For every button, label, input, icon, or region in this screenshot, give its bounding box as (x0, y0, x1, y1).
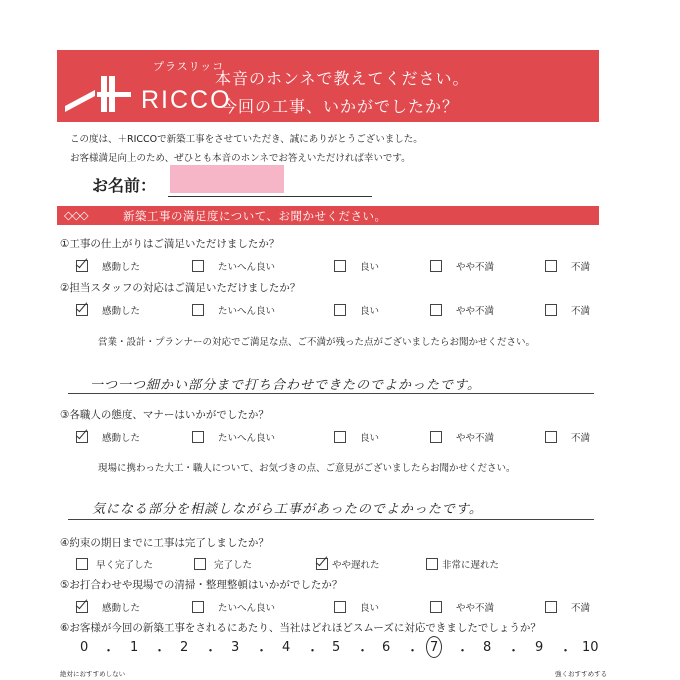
scale-7[interactable]: 7 (430, 640, 439, 655)
scale-dot: ・ (456, 644, 470, 659)
q2-option-4[interactable] (430, 303, 494, 317)
q4-option-3[interactable] (316, 557, 380, 571)
q3-option-1[interactable] (76, 430, 140, 444)
checkbox-icon[interactable] (545, 260, 557, 272)
checkbox-icon[interactable] (76, 260, 88, 272)
option-label: 不満 (571, 262, 591, 273)
option-label: 良い (360, 433, 380, 444)
header-line-1: 本音のホンネで教えてください。 (215, 69, 470, 88)
checkbox-icon[interactable] (192, 431, 204, 443)
name-redaction (170, 165, 284, 193)
option-label: 不満 (571, 433, 591, 444)
q2-handwritten-answer[interactable]: 一つ一つ細かい部分まで打ち合わせできたのでよかったです。 (90, 378, 481, 393)
checkbox-icon[interactable] (76, 304, 88, 316)
option-label: やや不満 (456, 306, 495, 317)
brand-kana: プラスリッコ (153, 60, 225, 73)
checkbox-icon[interactable] (430, 304, 442, 316)
q1-option-2[interactable] (192, 259, 275, 273)
checkbox-icon[interactable] (76, 558, 88, 570)
question-6: ⑥お客様が今回の新築工事をされるにあたり、当社はどれほどスムーズに対応できましたでしょうか？ (60, 622, 541, 634)
option-label: やや遅れた (332, 560, 380, 571)
checkbox-icon[interactable] (76, 431, 88, 443)
question-1: ①工事の仕上がりはご満足いただけましたか？ (60, 238, 280, 250)
intro-line-2: お客様満足向上のため、ぜひとも本音のホンネでお答えいただければ幸いです。 (70, 153, 411, 164)
checkbox-icon[interactable] (426, 558, 438, 570)
question-4: ④約束の期日までに工事は完了しましたか？ (60, 537, 269, 549)
selected-circle-icon (426, 636, 442, 658)
checkbox-icon[interactable] (192, 260, 204, 272)
scale-dot: ・ (356, 644, 370, 659)
checkbox-icon[interactable] (192, 601, 204, 613)
question-3: ③各職人の態度、マナーはいかがでしたか？ (60, 409, 269, 421)
question-2: ②担当スタッフの対応はご満足いただけましたか？ (60, 282, 301, 294)
q5-option-4[interactable] (430, 600, 494, 614)
option-label: 感動した (102, 603, 141, 614)
option-label: 不満 (571, 603, 591, 614)
option-label: やや不満 (456, 262, 495, 273)
option-label: やや不満 (456, 603, 495, 614)
option-label: 良い (360, 603, 380, 614)
option-label: 感動した (102, 306, 141, 317)
checkbox-icon[interactable] (334, 260, 346, 272)
scale-9[interactable]: 9 (535, 640, 544, 655)
q5-option-5[interactable] (545, 600, 590, 614)
q1-option-3[interactable] (334, 259, 379, 273)
scale-dot: ・ (204, 644, 218, 659)
q4-option-1[interactable] (76, 557, 153, 571)
q1-option-1[interactable] (76, 259, 140, 273)
q2-option-1[interactable] (76, 303, 140, 317)
checkbox-icon[interactable] (316, 558, 328, 570)
scale-4[interactable]: 4 (282, 640, 291, 655)
checkbox-icon[interactable] (334, 431, 346, 443)
question-5: ⑤お打合わせや現場での清掃・整理整頓はいかがでしたか？ (60, 579, 343, 591)
q2-answer-line (68, 393, 594, 394)
checkbox-icon[interactable] (545, 304, 557, 316)
checkbox-icon[interactable] (334, 304, 346, 316)
header-line-2: 今回の工事、いかがでしたか？ (221, 97, 460, 116)
q2-prompt: 営業・設計・プランナーの対応でご満足な点、ご不満が残った点がございましたらお聞かせください。 (98, 337, 536, 348)
option-label: たいへん良い (218, 306, 276, 317)
option-label: 感動した (102, 262, 141, 273)
option-label: 感動した (102, 433, 141, 444)
checkbox-icon[interactable] (430, 601, 442, 613)
q1-option-5[interactable] (545, 259, 590, 273)
scale-high-label: 強くおすすめする (555, 670, 608, 678)
q5-option-1[interactable] (76, 600, 140, 614)
scale-6[interactable]: 6 (382, 640, 391, 655)
option-label: 良い (360, 306, 380, 317)
checkbox-icon[interactable] (334, 601, 346, 613)
q2-option-2[interactable] (192, 303, 275, 317)
scale-3[interactable]: 3 (231, 640, 240, 655)
q5-option-3[interactable] (334, 600, 379, 614)
name-field-line[interactable] (168, 196, 372, 197)
scale-0[interactable]: 0 (80, 640, 89, 655)
q4-option-4[interactable] (426, 557, 499, 571)
scale-dot: ・ (255, 644, 269, 659)
section-bar (57, 206, 599, 225)
q3-option-2[interactable] (192, 430, 275, 444)
checkbox-icon[interactable] (545, 601, 557, 613)
checkbox-icon[interactable] (76, 601, 88, 613)
scale-5[interactable]: 5 (332, 640, 341, 655)
checkbox-icon[interactable] (545, 431, 557, 443)
scale-dot: ・ (306, 644, 320, 659)
scale-8[interactable]: 8 (483, 640, 492, 655)
scale-dot: ・ (153, 644, 167, 659)
intro-line-1: この度は、＋RICCOで新築工事をさせていただき、誠にありがとうございました。 (70, 134, 423, 145)
option-label: 不満 (571, 306, 591, 317)
scale-dot: ・ (102, 644, 116, 659)
q4-option-2[interactable] (194, 557, 252, 571)
option-label: たいへん良い (218, 262, 276, 273)
option-label: 良い (360, 262, 380, 273)
checkbox-icon[interactable] (192, 304, 204, 316)
option-label: たいへん良い (218, 433, 276, 444)
q3-handwritten-answer[interactable]: 気になる部分を相談しながら工事があったのでよかったです。 (92, 502, 483, 517)
section-bar-mark: ◇◇◇ (64, 208, 88, 222)
q3-prompt: 現場に携わった大工・職人について、お気づきの点、ご意見がございましたらお聞かせください。 (98, 463, 516, 474)
scale-1[interactable]: 1 (130, 640, 139, 655)
q3-option-5[interactable] (545, 430, 590, 444)
q2-option-3[interactable] (334, 303, 379, 317)
header-banner (57, 50, 599, 122)
q5-option-2[interactable] (192, 600, 275, 614)
q3-option-3[interactable] (334, 430, 379, 444)
option-label: 非常に遅れた (442, 560, 500, 571)
option-label: 早く完了した (96, 560, 154, 571)
scale-low-label: 絶対におすすめしない (60, 670, 126, 678)
checkbox-icon[interactable] (430, 431, 442, 443)
ricco-logo-icon (65, 76, 131, 112)
q2-option-5[interactable] (545, 303, 590, 317)
option-label: やや不満 (456, 433, 495, 444)
section-bar-title: 新築工事の満足度について、お聞かせください。 (123, 209, 387, 223)
scale-dot: ・ (507, 644, 521, 659)
q3-answer-line (68, 519, 594, 520)
brand-name: RICCO (141, 86, 232, 114)
option-label: たいへん良い (218, 603, 276, 614)
q3-option-4[interactable] (430, 430, 494, 444)
checkbox-icon[interactable] (430, 260, 442, 272)
q1-option-4[interactable] (430, 259, 494, 273)
checkbox-icon[interactable] (194, 558, 206, 570)
scale-dot: ・ (406, 644, 420, 659)
name-label: お名前： (92, 176, 157, 195)
option-label: 完了した (214, 560, 253, 571)
scale-2[interactable]: 2 (180, 640, 189, 655)
scale-dot: ・ (559, 644, 573, 659)
scale-10[interactable]: 10 (582, 640, 599, 655)
